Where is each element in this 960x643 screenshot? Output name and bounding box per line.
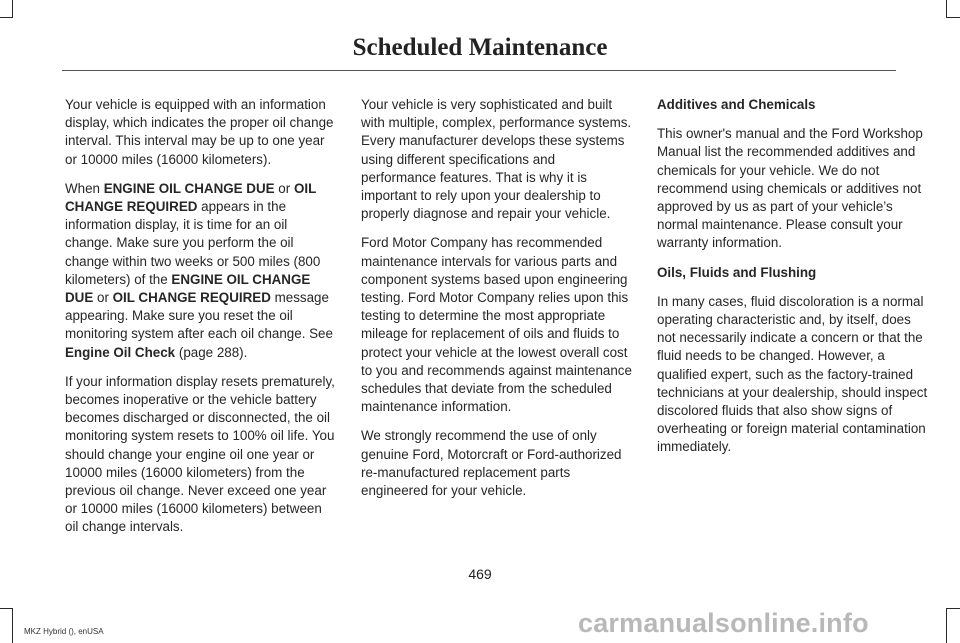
fluids-paragraph: In many cases, fluid discoloration is a normal operating characteristic and, by itself, does not necessarily indicate a concern or that the fluid needs to be changed. However, a qualified expert, such as the factory-trained technicians at your dealership, should inspect discolored fluids that also show signs of overheating or foreign material contamination immediately. (657, 293, 928, 455)
message-engine-oil-change-due: ENGINE OIL CHANGE DUE (65, 271, 311, 306)
column-left (65, 96, 337, 548)
crop-mark-top-right-horizontal (946, 17, 960, 18)
maintenance-intervals-paragraph: Ford Motor Company has recommended maintenance intervals for various parts and component systems based upon engineering testing. Ford Motor Company relies upon this testing to determine the most appropriate mileage for replacement of oils and fluids to protect your vehicle at the lowest overall cost to you and recommends against maintenance schedules that deviate from the scheduled maintenance information. (361, 235, 632, 415)
crop-mark-bottom-right-vertical (946, 608, 947, 643)
oil-change-message-paragraph (65, 180, 337, 362)
footer-model-label: MKZ Hybrid (), enUSA (24, 627, 104, 636)
column-middle (361, 96, 633, 511)
engine-oil-check-reference: Engine Oil Check (65, 344, 176, 360)
crop-mark-bottom-right-horizontal (946, 608, 960, 609)
crop-mark-top-right-vertical (946, 0, 947, 18)
text-run: message appearing. Make sure you reset the oil monitoring system after each oil change. See (65, 290, 333, 342)
oil-interval-paragraph: Your vehicle is equipped with an information display, which indicates the proper oil change interval. This interval may be up to one year or 10000 miles (16000 kilometers). (65, 97, 334, 167)
page-number: 469 (468, 566, 492, 582)
crop-mark-top-left-horizontal (0, 17, 13, 18)
fluids-heading: Oils, Fluids and Flushing (657, 264, 817, 280)
header-divider (62, 70, 896, 71)
message-oil-change-required: OIL CHANGE REQUIRED (112, 290, 271, 306)
genuine-parts-paragraph: We strongly recommend the use of only genuine Ford, Motorcraft or Ford-authorized re-manufactured replacement parts engineered for your vehicle. (361, 428, 622, 499)
crop-mark-bottom-left-horizontal (0, 608, 13, 609)
crop-mark-bottom-left-vertical (12, 608, 13, 643)
additives-paragraph: This owner's manual and the Ford Workshop Manual list the recommended additives and chemicals for your vehicle. We do not recommend using chemicals or additives not approved by us as part of your vehicle’s normal maintenance. Please consult your warranty information. (657, 126, 923, 251)
message-engine-oil-change-due: ENGINE OIL CHANGE DUE (103, 180, 275, 196)
text-run: (page 288). (175, 344, 248, 360)
page-title: Scheduled Maintenance (352, 34, 608, 61)
sophisticated-vehicle-paragraph: Your vehicle is very sophisticated and built with multiple, complex, performance systems. Every manufacturer develops these systems using different specifications and performance features. That is why it is important to rely upon your dealership to properly diagnose and repair your vehicle. (361, 97, 632, 222)
crop-mark-top-left-vertical (12, 0, 13, 18)
text-run: or (93, 290, 113, 306)
message-oil-change-required: OIL CHANGE REQUIRED (65, 180, 317, 215)
text-run: appears in the information display, it is time for an oil change. Make sure you perform the oil change within two weeks or 500 miles (800 kilometers) of the (65, 199, 321, 287)
display-reset-paragraph: If your information display resets prematurely, becomes inoperative or the vehicle battery becomes discharged or disconnected, the oil monitoring system resets to 100% oil life. You should change your engine oil one year or 10000 miles (16000 kilometers) from the previous oil change. Never exceed one year or 10000 miles (16000 kilometers) between oil change intervals. (65, 373, 335, 535)
watermark: carmanualsonline.info (578, 608, 869, 638)
column-right (657, 96, 929, 468)
additives-heading: Additives and Chemicals (657, 97, 816, 112)
text-run: or (274, 180, 294, 196)
text-run: When (65, 180, 104, 196)
